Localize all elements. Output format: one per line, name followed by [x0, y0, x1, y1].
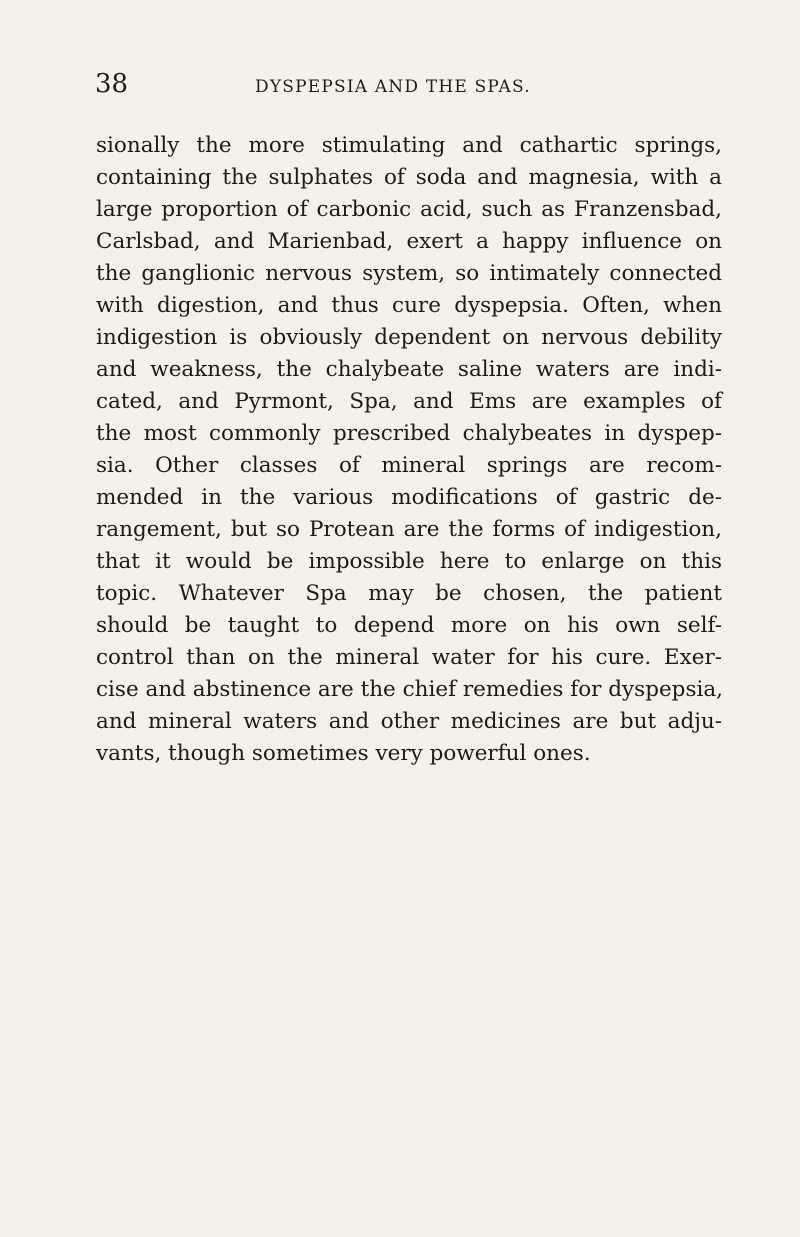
- page-number: 38: [95, 69, 129, 99]
- text-line: and mineral waters and other medicines are but adju-: [96, 709, 722, 734]
- text-line: control than on the mineral water for his cure. Exer-: [96, 645, 722, 670]
- text-line: large proportion of carbonic acid, such as Franzensbad,: [96, 197, 722, 222]
- text-line: mended in the various modifications of gastric de-: [96, 485, 722, 510]
- text-line: topic. Whatever Spa may be chosen, the patient: [96, 581, 722, 606]
- text-line: the ganglionic nervous system, so intimately connected: [96, 261, 722, 286]
- body-paragraph: [96, 130, 722, 770]
- running-head: [95, 68, 745, 108]
- text-line: with digestion, and thus cure dyspepsia. Often, when: [96, 293, 722, 318]
- text-line: rangement, but so Protean are the forms of indigestion,: [96, 517, 722, 542]
- text-line: cise and abstinence are the chief remedies for dyspepsia,: [96, 677, 724, 702]
- text-line: sia. Other classes of mineral springs are recom-: [96, 453, 722, 478]
- running-title: DYSPEPSIA AND THE SPAS.: [255, 77, 531, 97]
- text-line: and weakness, the chalybeate saline waters are indi-: [96, 357, 722, 382]
- text-line: the most commonly prescribed chalybeates in dyspep-: [96, 421, 722, 446]
- text-line: should be taught to depend more on his own self-: [96, 613, 722, 638]
- text-line: that it would be impossible here to enlarge on this: [96, 549, 722, 574]
- text-line: vants, though sometimes very powerful ones.: [96, 741, 591, 766]
- text-line: Carlsbad, and Marienbad, exert a happy influence on: [96, 229, 722, 254]
- text-line: indigestion is obviously dependent on nervous debility: [96, 325, 722, 350]
- text-line: cated, and Pyrmont, Spa, and Ems are examples of: [96, 389, 722, 414]
- text-line: containing the sulphates of soda and magnesia, with a: [96, 165, 722, 190]
- text-line: sionally the more stimulating and cathartic springs,: [96, 133, 722, 158]
